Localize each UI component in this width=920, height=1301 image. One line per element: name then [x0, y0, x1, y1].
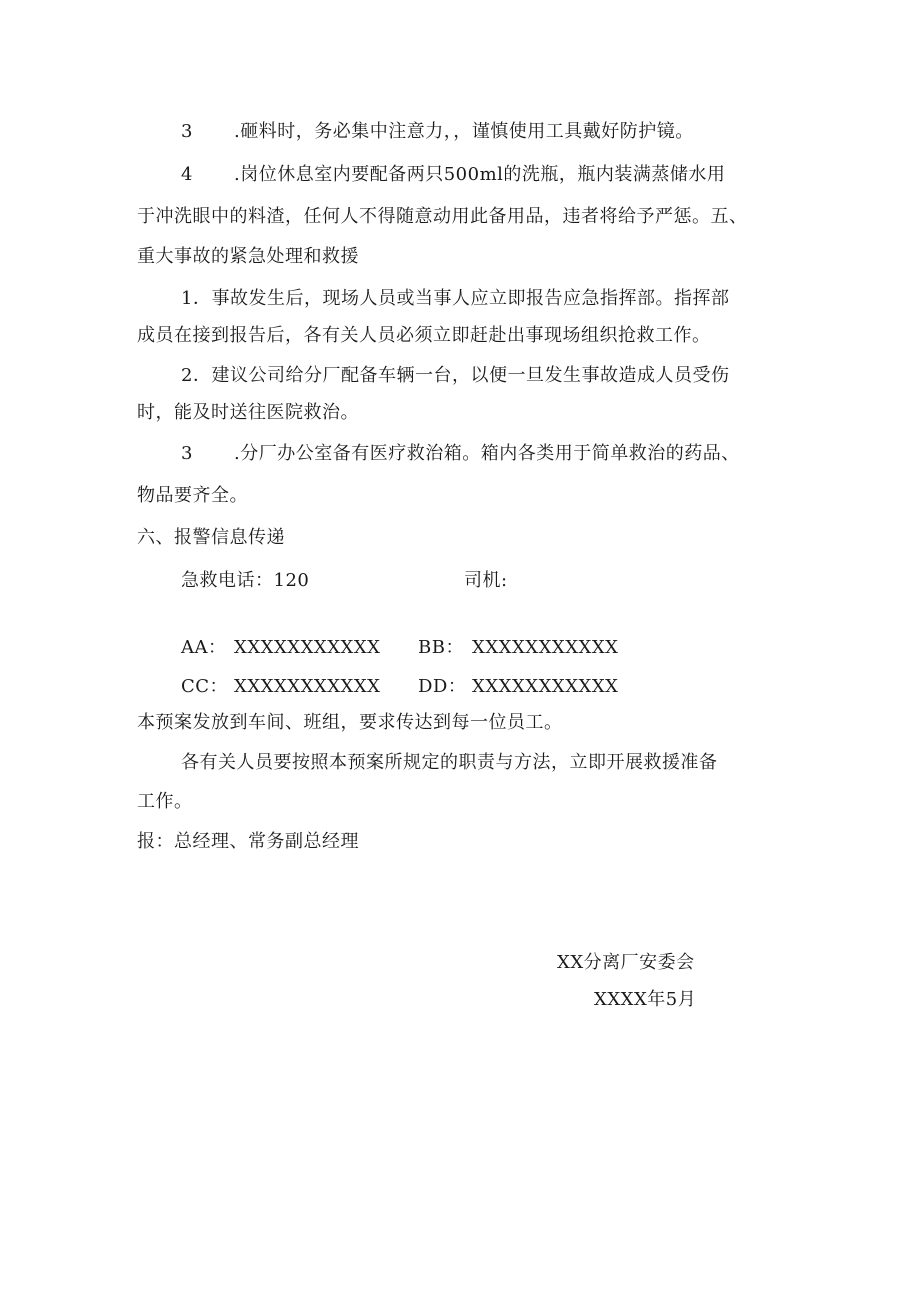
contact-label: CC：: [181, 676, 229, 697]
paragraph-line: 物品要齐全。: [137, 485, 248, 506]
contact-value: XXXXXXXXXXX: [234, 637, 381, 658]
report-to: 报：总经理、常务副总经理: [137, 831, 359, 852]
paragraph-line: 时，能及时送往医院救治。: [137, 402, 359, 423]
contact-label: BB：: [418, 637, 464, 658]
paragraph-line: 于冲洗眼中的料渣，任何人不得随意动用此备用品，违者将给予严惩。五、: [137, 206, 748, 227]
contact-label: DD：: [418, 676, 467, 697]
contact-label: AA：: [181, 637, 227, 658]
signature-date: XXXX年5月: [594, 989, 697, 1010]
paragraph-line: 各有关人员要按照本预案所规定的职责与方法，立即开展救援准备: [181, 752, 718, 773]
paragraph-line: .分厂办公室备有医疗救治箱。箱内各类用于简单救治的药品、: [234, 443, 740, 464]
distribution-note: 本预案发放到车间、班组，要求传达到每一位员工。: [137, 712, 563, 733]
signature-org: XX分离厂安委会: [557, 952, 695, 973]
contact-value: XXXXXXXXXXX: [472, 676, 619, 697]
paragraph-line: 1．事故发生后，现场人员或当事人应立即报告应急指挥部。指挥部: [181, 288, 730, 309]
item-number: 3: [181, 443, 193, 464]
emergency-phone: 急救电话：120: [181, 570, 310, 591]
contact-value: XXXXXXXXXXX: [472, 637, 619, 658]
paragraph-line: 成员在接到报告后，各有关人员必须立即赶赴出事现场组织抢救工作。: [137, 325, 711, 346]
item-number: 4: [181, 164, 193, 185]
item-number: 3: [181, 121, 193, 142]
contact-value: XXXXXXXXXXX: [234, 676, 381, 697]
paragraph-line: 工作。: [137, 791, 193, 812]
paragraph-line: .岗位休息室内要配备两只500ml的洗瓶，瓶内装满蒸储水用: [234, 164, 726, 185]
paragraph-line: 2．建议公司给分厂配备车辆一台，以便一旦发生事故造成人员受伤: [181, 365, 730, 386]
driver-label: 司机:: [464, 570, 508, 591]
paragraph-line: .砸料时，务必集中注意力，，谨慎使用工具戴好防护镜。: [234, 121, 694, 142]
section-heading: 六、报警信息传递: [137, 527, 285, 548]
section-heading: 重大事故的紧急处理和救援: [137, 246, 359, 267]
